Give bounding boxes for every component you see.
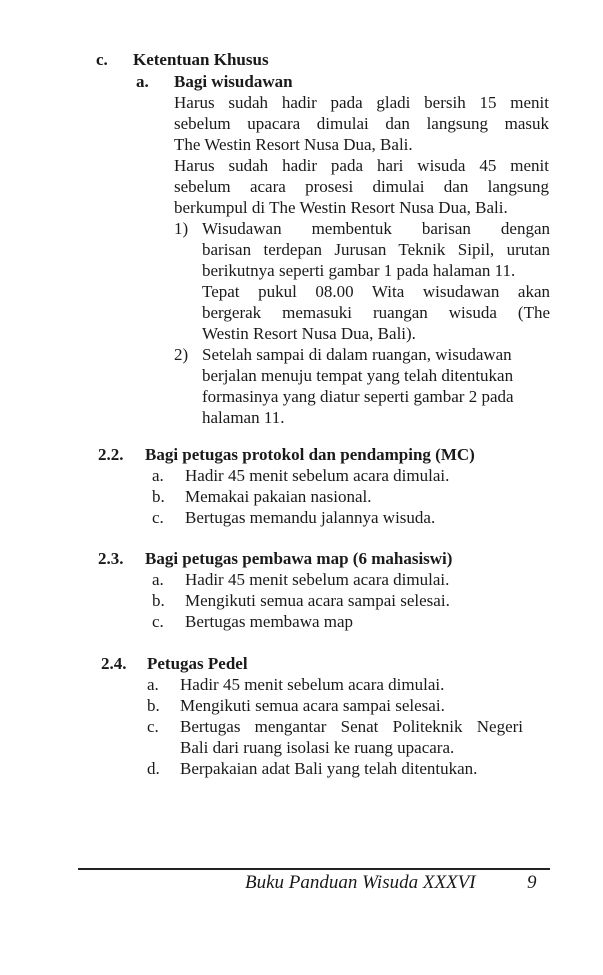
text-line: Harus sudah hadir pada gladi bersih 15 menit — [174, 93, 549, 112]
list-marker: 2) — [174, 345, 189, 364]
list-item-text: Mengikuti semua acara sampai selesai. — [185, 591, 450, 610]
text-line: halaman 11. — [202, 408, 285, 427]
list-marker: a. — [152, 466, 164, 485]
text-line: bergerak memasuki ruangan wisuda (The — [202, 303, 550, 322]
section-number: 2.4. — [101, 654, 127, 673]
list-item-text: Bertugas membawa map — [185, 612, 354, 631]
section-number: 2.2. — [98, 445, 124, 464]
page-number: 9 — [527, 872, 537, 893]
list-item-text: Hadir 45 menit sebelum acara dimulai. — [185, 570, 450, 589]
list-marker: b. — [152, 591, 165, 610]
text-line: Tepat pukul 08.00 Wita wisudawan akan — [202, 282, 550, 301]
list-marker: 1) — [174, 219, 189, 238]
list-item-text: Mengikuti semua acara sampai selesai. — [180, 696, 445, 715]
text-line: berkumpul di The Westin Resort Nusa Dua, Bali. — [174, 198, 508, 217]
section-title: Bagi petugas protokol dan pendamping (MC) — [145, 445, 475, 464]
list-item-text: Bertugas mengantar Senat Politeknik Negeri — [180, 717, 523, 736]
text-line: Westin Resort Nusa Dua, Bali). — [202, 324, 416, 343]
list-marker: b. — [152, 487, 165, 506]
list-marker: c. — [152, 612, 164, 631]
footer-book-title: Buku Panduan Wisuda XXXVI — [245, 872, 476, 893]
subsection-marker: a. — [136, 72, 149, 91]
text-line: barisan terdepan Jurusan Teknik Sipil, urutan — [202, 240, 550, 259]
list-marker: b. — [147, 696, 160, 715]
list-marker: c. — [152, 508, 164, 527]
list-item-text: Bali dari ruang isolasi ke ruang upacara. — [180, 738, 455, 757]
section-marker: c. — [96, 50, 108, 69]
text-line: The Westin Resort Nusa Dua, Bali. — [174, 135, 413, 154]
text-line: sebelum acara prosesi dimulai dan langsung — [174, 177, 549, 196]
list-marker: c. — [147, 717, 159, 736]
footer-divider — [78, 868, 550, 870]
text-line: Wisudawan membentuk barisan dengan — [202, 219, 550, 238]
section-title: Ketentuan Khusus — [133, 50, 269, 69]
list-item-text: Berpakaian adat Bali yang telah ditentukan. — [180, 759, 478, 778]
text-line: berikutnya seperti gambar 1 pada halaman 11. — [202, 261, 516, 280]
section-number: 2.3. — [98, 549, 124, 568]
text-line: Setelah sampai di dalam ruangan, wisudawan — [202, 345, 512, 364]
list-item-text: Memakai pakaian nasional. — [185, 487, 372, 506]
text-line: formasinya yang diatur seperti gambar 2 pada — [202, 387, 514, 406]
section-title: Bagi petugas pembawa map (6 mahasiswi) — [145, 549, 453, 568]
text-line: sebelum upacara dimulai dan langsung masuk — [174, 114, 549, 133]
list-marker: a. — [147, 675, 159, 694]
list-marker: a. — [152, 570, 164, 589]
subsection-title: Bagi wisudawan — [174, 72, 293, 91]
list-item-text: Hadir 45 menit sebelum acara dimulai. — [185, 466, 450, 485]
text-line: Harus sudah hadir pada hari wisuda 45 menit — [174, 156, 549, 175]
text-line: berjalan menuju tempat yang telah ditentukan — [202, 366, 514, 385]
list-marker: d. — [147, 759, 160, 778]
list-item-text: Hadir 45 menit sebelum acara dimulai. — [180, 675, 445, 694]
list-item-text: Bertugas memandu jalannya wisuda. — [185, 508, 436, 527]
section-title: Petugas Pedel — [147, 654, 248, 673]
